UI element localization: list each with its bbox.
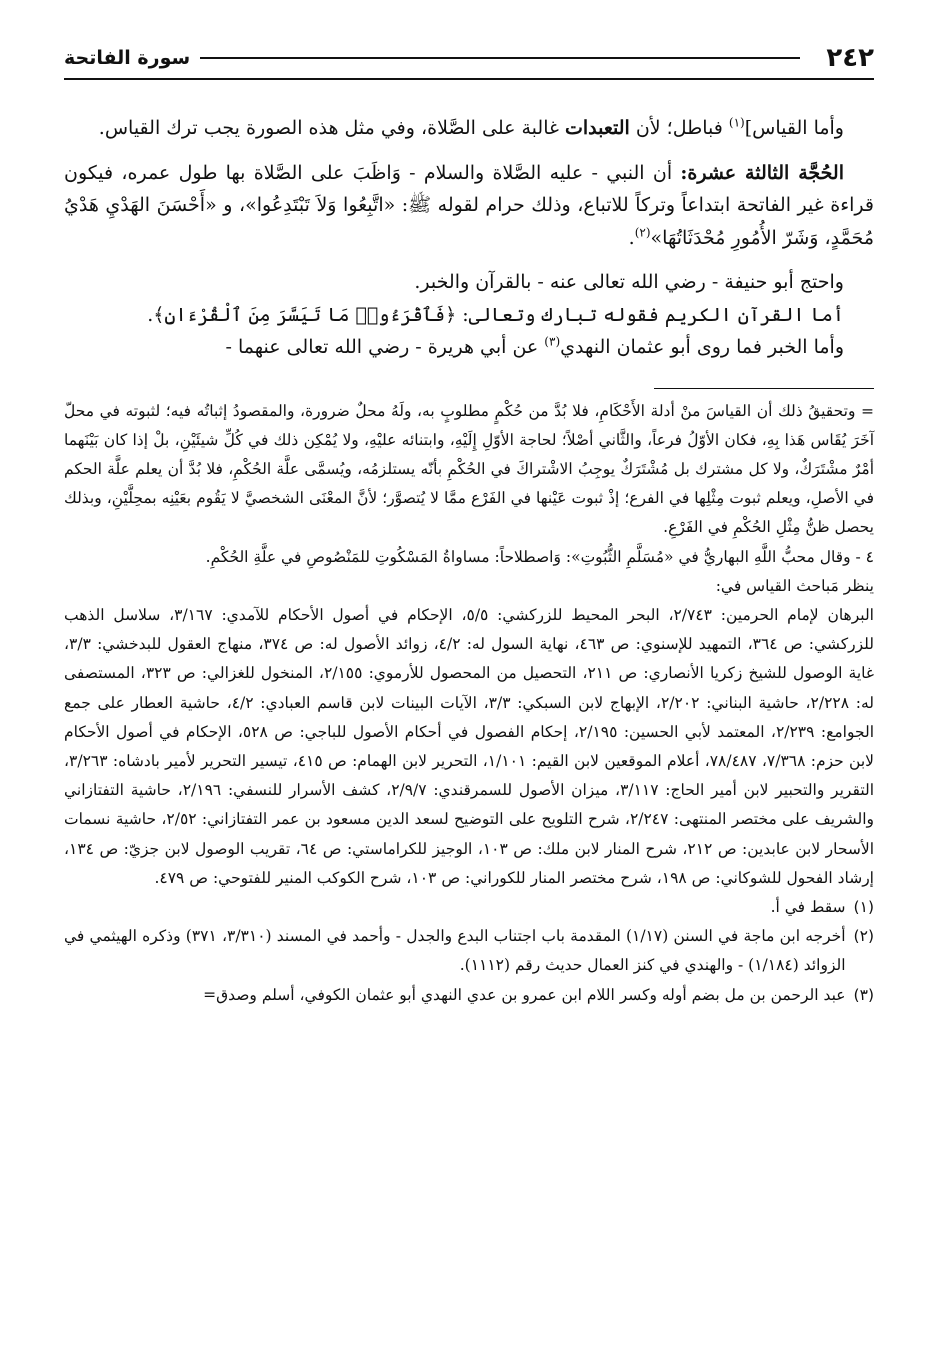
footnote-ref-1: (١)	[728, 115, 745, 130]
main-text	[64, 112, 874, 364]
footnote-number: (١)	[853, 897, 874, 916]
footnote-number: (٢)	[853, 927, 874, 946]
references-list: البرهان لإمام الحرمين: ٢/٧٤٣، البحر المحيط للزركشي: ٥/٥، الإحكام في أصول الأحكام للآمدي: ٣/١٦٧، سلاسل الذهب للزركشي: ص ٣٦٤، التمهيد للإسنوي: ص ٤٦٣، نهاية السول له: ٤/٢، زوائد الأصول له: ص ٣٧٤، منهاج العقول للبدخشي: ٣/٣، غاية الوصول للشيخ زكريا الأنصاري: ص ٢١١، التحصيل من المحصول للأرموي: ٢/١٥٥، المنخول للغزالي: ص ٣٢٣، المستصفى له: ٢/٢٢٨، حاشية البناني: ٢/٢٠٢، الإبهاج لابن السبكي: ٣/٣، الآيات البينات لابن قاسم العبادي: ٤/٢، حاشية العطار على جمع الجوامع: ٢/٢٣٩، المعتمد لأبي الحسين: ٢/١٩٥، إحكام الفصول في أحكام الأصول للباجي: ص ٥٢٨، الإحكام في أصول الأحكام لابن حزم: ٧/٣٦٨، ٧٨/٤٨٧، أعلام الموقعين لابن القيم: ١/١٠١، التحرير لابن الهمام: ص ٤١٥، تيسير التحرير لأمير بادشاه: ٣/٢٦٣، التقرير والتحبير لابن أمير الحاج: ٣/١١٧، ميزان الأصول للسمرقندي: ٢/٩/٧، كشف الأسرار للنسفي: ٢/١٩٦، حاشية التفتازاني والشريف على مختصر المنتهى: ٢/٢٤٧، شرح التلويح على التوضيح لسعد الدين مسعود بن عمر التفتازاني: ٢/٥٢، حاشية نسمات الأسحار لابن عابدين: ص ٢١٢، شرح المنار لابن ملك: ص ١٠٣، الوجيز للكراماستي: ص ٦٤، تقريب الوصول لابن جزيّ: ص ١٣٤، إرشاد الفحول للشوكاني: ص ١٩٨، شرح مختصر المنار للكوراني: ص ١٠٣، شرح الكوكب المنير للفتوحي: ص ٤٧٩.	[64, 605, 875, 887]
footnote-ref-3: (٣)	[544, 334, 561, 349]
see-also-heading: ينظر مَباحث القياس في:	[715, 576, 874, 595]
qiyas-definition: ٤ - وقال محبُّ اللَّهِ البهاريُّ في «مُسَلَّمِ الثُّبُوتِ»: وَاصطلاحاً: مساواةُ المَسْكُوتِ للمَنْصُوصِ في علَّةِ الحُكْمِ.	[205, 547, 874, 566]
page-number: ٢٤٢	[826, 43, 874, 73]
paragraph-qiyas: وأما القياس]$^{(١)}$ فباطل؛ لأن التعبدات غالبة على الصَّلاة، وفي مثل هذه الصورة يجب ترك القياس.	[98, 115, 844, 139]
continuation-mark: =	[861, 401, 874, 420]
footnotes-section	[64, 397, 874, 1010]
footnote-2	[64, 922, 874, 980]
footnote-number: (٣)	[853, 985, 874, 1004]
chapter-title: سورة الفاتحة	[64, 47, 191, 69]
section-heading: الحُجَّة الثالثة عشرة:	[680, 161, 844, 184]
footnote-ref-2: (٢)	[634, 225, 651, 240]
page-header	[64, 38, 874, 80]
paragraph-abu-hanifa: واحتج أبو حنيفة - رضي الله تعالى عنه - بالقرآن والخبر.	[414, 271, 844, 293]
paragraph-quran: أما القرآن الكريم فقوله تبارك وتعالى: ﴿فَٱقْرَءُوا۟ مَا تَيَسَّرَ مِنَ ٱلْقُرْءَانِ﴾.	[147, 303, 844, 326]
continued-note: = وتحقيقُ ذلك أن القياسَ منْ أدلة الأَحْكَامِ، فلا بُدَّ من حُكْمٍ مطلوبٍ به، ولَهُ محلٌ ضرورة، والمقصودُ إثباتُه فيه؛ لثبوته في محلّ آخَرَ يُقَاس هَذا بِهِ، فكان الأوّلُ فرعاً، والثَّاني أصْلاً؛ لحاجة الأوّلِ إِلَيْهِ، وابتنائه عليْهِ، ولا يُمْكِن ذلك في كُلِّ شيئَيْنِ، بلْ إذا كان بَيْنَهما أمْرٌ مشْتَرَكٌ، ولا كل مشترك بل مُشْتَرَكٌ يوجِبُ الاشْتراكَ في الحُكْمِ بأنّه يستلزمُه، ويُسمَّى علَّة الحُكْمِ، فلا بُدَّ أن يعلم علَّة الحكم في الأصلِ، ويعلم ثبوت مِثْلِها في الفرع؛ إذْ ثبوت عَيْنها في الفَرْع ممَّا لا يُتصوَّر؛ لأنَّ المعْنَى الشخصيَّ لا يَقُوم بعَيْنِه بمحِلَّيْنِ، وبذلك يحصل ظنُّ مِثْلِ الحُكْمِ في الفَرْعِ.	[64, 401, 874, 537]
footnote-text: أخرجه ابن ماجة في السنن (١/١٧) المقدمة باب اجتناب البدع والجدل - وأحمد في المسند (٣/٣١٠، ٣٧١) وذكره الهيثمي في الزوائد (١/١٨٤) - والهندي في كنز العمال حديث رقم (١١١٢).	[64, 927, 846, 975]
footnote-1	[64, 893, 874, 922]
footnote-text: سقط في أ.	[770, 897, 846, 916]
footnote-divider	[654, 388, 874, 389]
paragraph-khabar: وأما الخبر فما روى أبو عثمان النهدي$^{(٣)}$ عن أبي هريرة - رضي الله تعالى عنهما -	[225, 334, 844, 358]
header-rule	[200, 57, 800, 59]
paragraph-hujja-13: الحُجَّة الثالثة عشرة: أن النبي - عليه الصَّلاة والسلام - وَاظَبَ على الصَّلاة بها طول عمره، فيكون قراءة غير الفاتحة ابتداعاً وتركاً للاتباع، وذلك حرام لقوله ﷺ: «اتَّبِعُوا وَلاَ تَبْتَدِعُوا»، و «أَحْسَنَ الهَدْيِ هَدْيُ مُحَمَّدٍ، وَشَرّ الأُمُورِ مُحْدَثَاتُهَا»$^{(٢)}$.	[64, 161, 874, 249]
footnote-text: عبد الرحمن بن مل بضم أوله وكسر اللام ابن عمرو بن عدي النهدي أبو عثمان الكوفي، أسلم وصدق=	[203, 985, 846, 1004]
book-page	[64, 38, 874, 1010]
footnote-3	[64, 981, 874, 1010]
